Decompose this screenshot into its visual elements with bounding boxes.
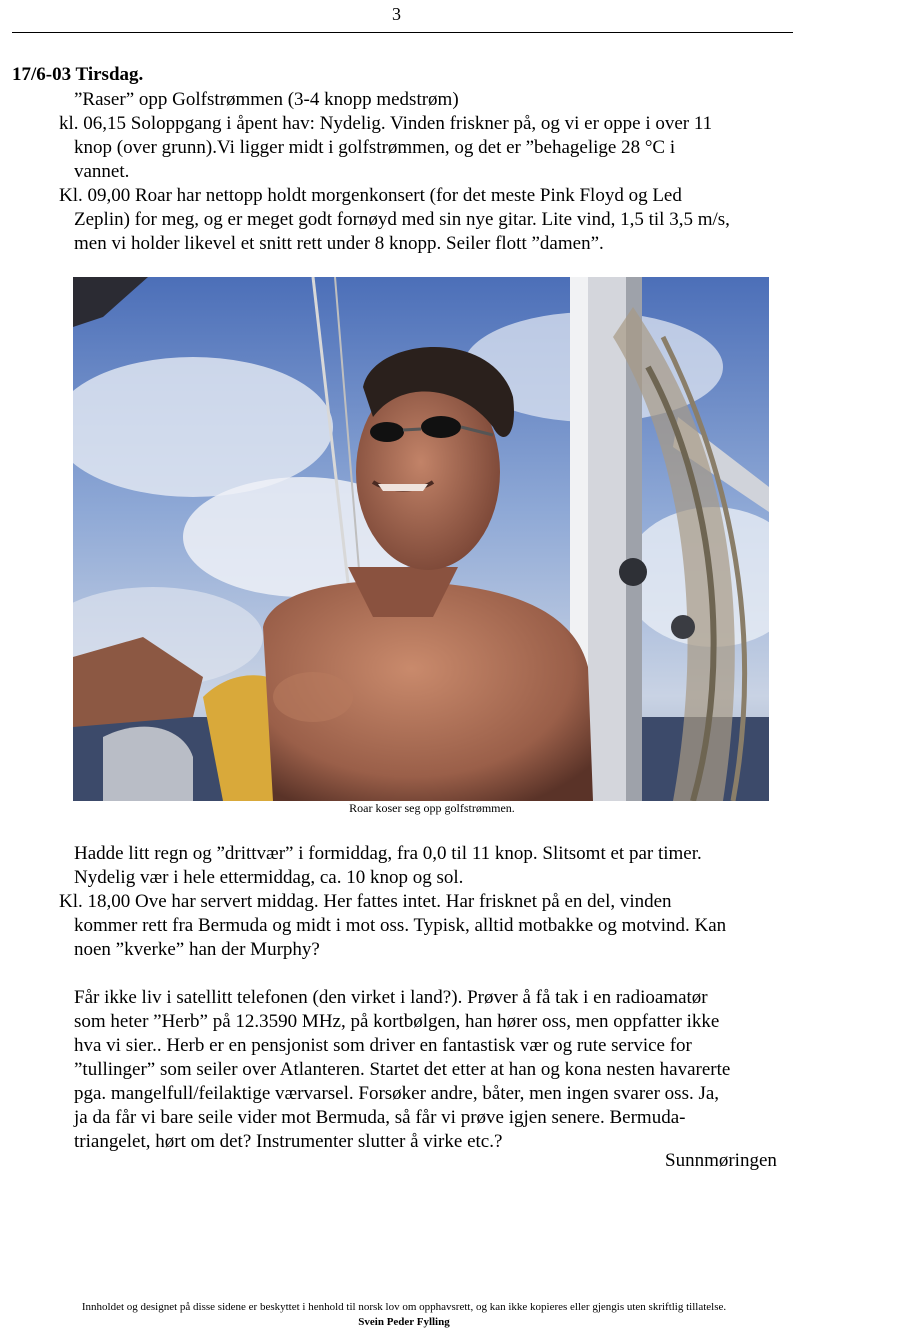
header-rule [12, 32, 793, 33]
entry-line: vannet. [74, 161, 130, 182]
body-line: ”tullinger” som seiler over Atlanteren. Startet det etter at han og kona nesten havarerte [74, 1059, 731, 1080]
footer-author: Svein Peder Fylling [358, 1316, 450, 1328]
body-line: noen ”kverke” han der Murphy? [74, 939, 320, 960]
body-line: Hadde litt regn og ”drittvær” i formiddag, fra 0,0 til 11 knop. Slitsomt et par timer. [74, 843, 702, 864]
signature: Sunnmøringen [665, 1150, 777, 1171]
footer [0, 1300, 808, 1330]
body-line: som heter ”Herb” på 12.3590 MHz, på kortbølgen, han hører oss, men oppfatter ikke [74, 1011, 720, 1032]
entry-line: knop (over grunn).Vi ligger midt i golfstrømmen, og det er ”behagelige 28 °C i [74, 137, 676, 158]
entry-line: Zeplin) for meg, og er meget godt fornøyd med sin nye gitar. Lite vind, 1,5 til 3,5 m/s, [74, 209, 730, 230]
body-line: Nydelig vær i hele ettermiddag, ca. 10 knop og sol. [74, 867, 464, 888]
copyright-notice: Innholdet og designet på disse sidene er beskyttet i henhold til norsk lov om opphavsrett, og kan ikke kopieres eller gjengis uten skriftlig tillatelse. [81, 1301, 727, 1313]
sailing-photo [73, 277, 769, 801]
body-line: Får ikke liv i satellitt telefonen (den virket i land?). Prøver å få tak i en radioamatør [74, 987, 708, 1008]
entry-line: Kl. 09,00 Roar har nettopp holdt morgenkonsert (for det meste Pink Floyd og Led [59, 185, 682, 206]
entry-line: kl. 06,15 Soloppgang i åpent hav: Nydelig. Vinden friskner på, og vi er oppe i over 11 [59, 113, 713, 134]
body-line: hva vi sier.. Herb er en pensjonist som driver en fantastisk vær og rute service for [74, 1035, 692, 1056]
body-line: Kl. 18,00 Ove har servert middag. Her fattes intet. Har frisknet på en del, vinden [59, 891, 672, 912]
body-line: pga. mangelfull/feilaktige værvarsel. Forsøker andre, båter, men ingen svarer oss. Ja, [74, 1083, 720, 1104]
photo-illustration [73, 277, 769, 801]
entry-line: men vi holder likevel et snitt rett under 8 knopp. Seiler flott ”damen”. [74, 233, 604, 254]
entry-line: ”Raser” opp Golfstrømmen (3-4 knopp medstrøm) [74, 89, 459, 110]
page-number: 3 [392, 4, 401, 24]
body-line: ja da får vi bare seile vider mot Bermuda, så får vi prøve igjen senere. Bermuda- [74, 1107, 686, 1128]
photo-caption: Roar koser seg opp golfstrømmen. [349, 801, 515, 815]
entry-heading: 17/6-03 Tirsdag. [12, 64, 144, 85]
body-line: kommer rett fra Bermuda og midt i mot oss. Typisk, alltid motbakke og motvind. Kan [74, 915, 727, 936]
body-line: triangelet, hørt om det? Instrumenter slutter å virke etc.? [74, 1131, 503, 1152]
